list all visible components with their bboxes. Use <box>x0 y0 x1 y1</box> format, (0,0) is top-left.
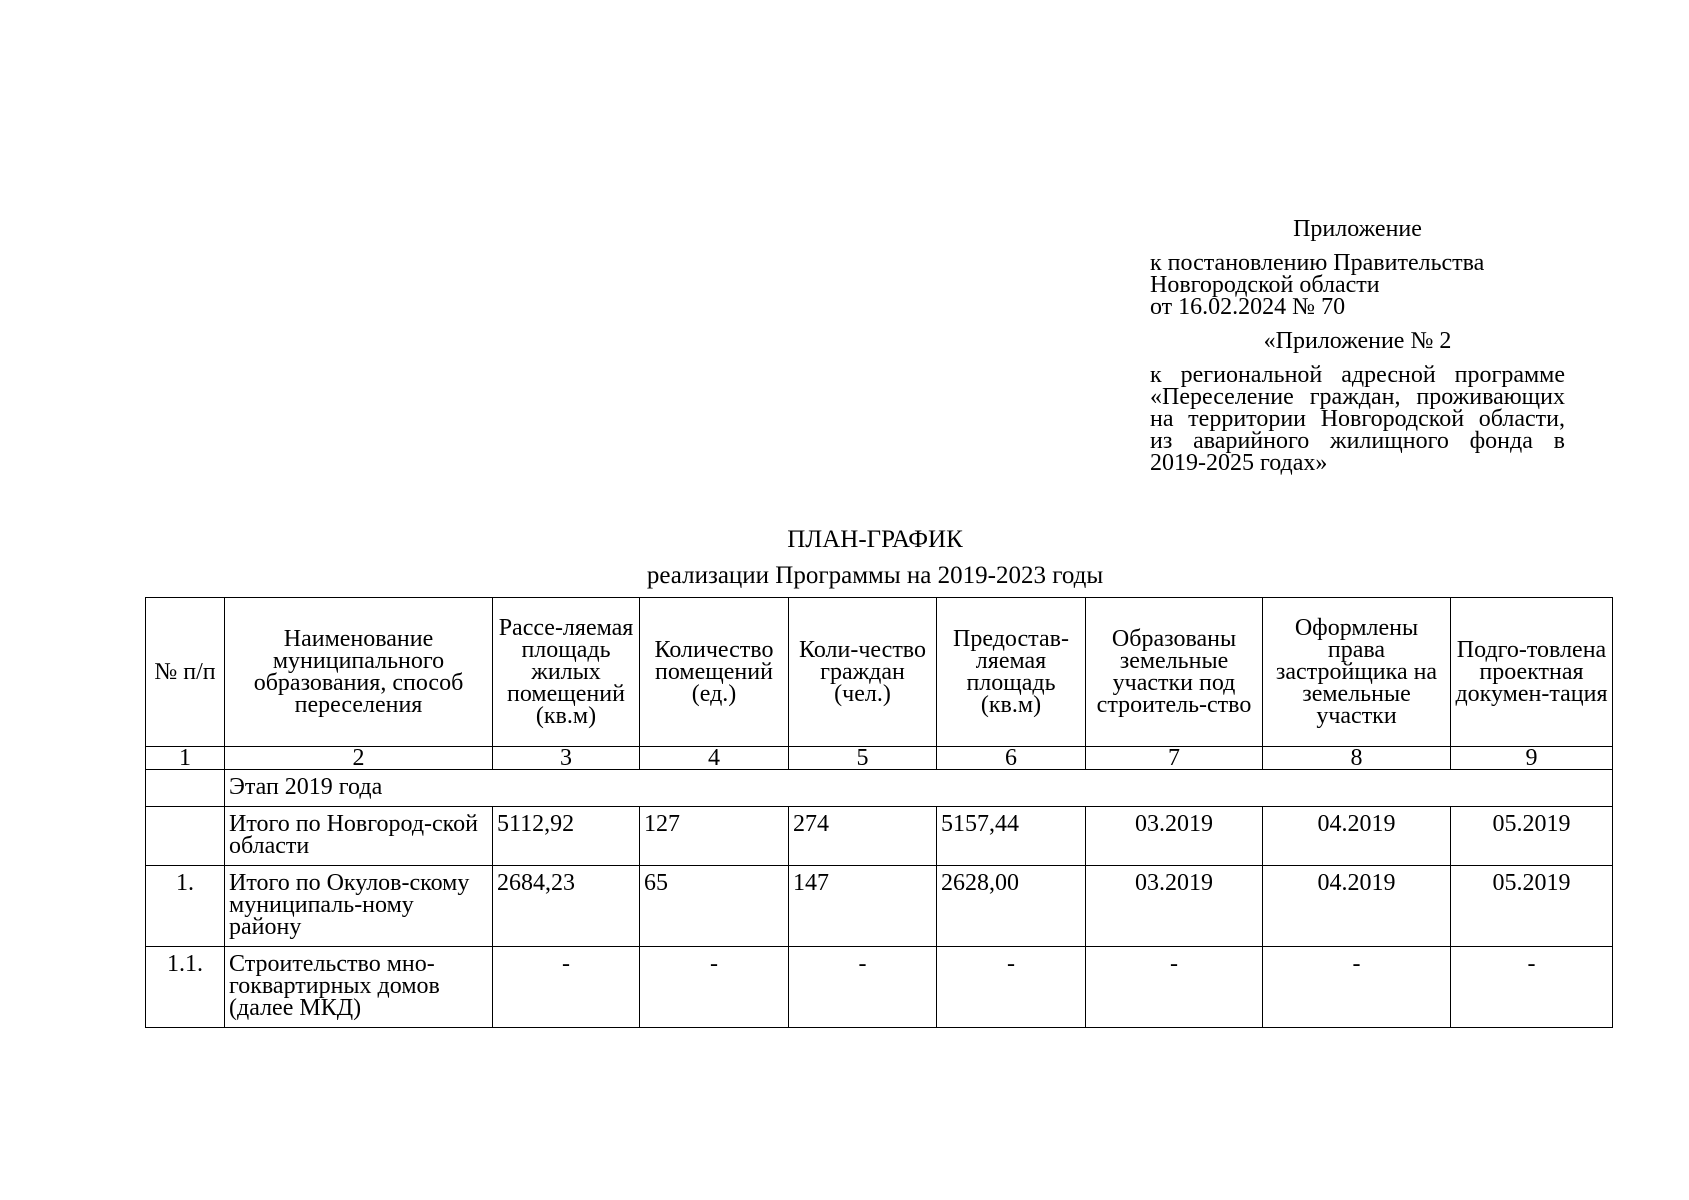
header-cell-provided: Предостав-ляемая площадь (кв.м) <box>937 598 1086 747</box>
stage-num-cell <box>146 770 225 807</box>
row-name: Строительство мно-гоквартирных домов (далее МКД) <box>225 947 493 1028</box>
row-provided: 2628,00 <box>937 866 1086 947</box>
row-citizens: 147 <box>789 866 937 947</box>
header-cell-docs: Подго-товлена проектная докумен-тация <box>1451 598 1613 747</box>
appendix-reference-line: Новгородской области <box>1150 272 1380 298</box>
column-number: 8 <box>1263 747 1451 770</box>
appendix-subtitle: «Приложение № 2 <box>1263 328 1452 354</box>
row-provided: - <box>937 947 1086 1028</box>
header-cell-num: № п/п <box>146 598 225 747</box>
row-rights: - <box>1263 947 1451 1028</box>
column-number: 7 <box>1086 747 1263 770</box>
table-row <box>146 866 1613 947</box>
appendix-reference <box>1150 252 1565 318</box>
row-rights: 04.2019 <box>1263 866 1451 947</box>
row-area: 2684,23 <box>493 866 640 947</box>
row-rooms: 127 <box>640 807 789 866</box>
row-land: 03.2019 <box>1086 807 1263 866</box>
row-docs: 05.2019 <box>1451 866 1613 947</box>
row-num <box>146 807 225 866</box>
header-cell-land: Образованы земельные участки под строитель-ство <box>1086 598 1263 747</box>
row-land: - <box>1086 947 1263 1028</box>
column-number: 6 <box>937 747 1086 770</box>
stage-row <box>146 770 1613 807</box>
appendix-reference-line: от 16.02.2024 № 70 <box>1150 294 1346 320</box>
column-number: 9 <box>1451 747 1613 770</box>
column-number: 4 <box>640 747 789 770</box>
header-cell-rights: Оформлены права застройщика на земельные участки <box>1263 598 1451 747</box>
header-cell-area: Рассе-ляемая площадь жилых помещений (кв.м) <box>493 598 640 747</box>
row-num: 1.1. <box>146 947 225 1028</box>
appendix-title: Приложение <box>1293 216 1422 242</box>
table-row <box>146 947 1613 1028</box>
table-row <box>146 807 1613 866</box>
plan-title: ПЛАН-ГРАФИК <box>787 526 963 553</box>
column-number: 1 <box>146 747 225 770</box>
row-name: Итого по Окулов-скому муниципаль-ному району <box>225 866 493 947</box>
column-number: 2 <box>225 747 493 770</box>
row-rooms: - <box>640 947 789 1028</box>
row-docs: - <box>1451 947 1613 1028</box>
row-name: Итого по Новгород-ской области <box>225 807 493 866</box>
row-docs: 05.2019 <box>1451 807 1613 866</box>
row-area: 5112,92 <box>493 807 640 866</box>
plan-table <box>145 597 1613 1028</box>
header-cell-citizens: Коли-чество граждан (чел.) <box>789 598 937 747</box>
column-number: 3 <box>493 747 640 770</box>
column-number: 5 <box>789 747 937 770</box>
row-num: 1. <box>146 866 225 947</box>
row-land: 03.2019 <box>1086 866 1263 947</box>
row-area: - <box>493 947 640 1028</box>
stage-label: Этап 2019 года <box>225 770 1613 807</box>
row-citizens: 274 <box>789 807 937 866</box>
appendix-block <box>1150 218 1565 474</box>
column-number-row <box>146 747 1613 770</box>
header-cell-name: Наименование муниципального образования, способ переселения <box>225 598 493 747</box>
appendix-sub-reference: к региональной адресной программе «Переселение граждан, проживающих на территории Новгородской области, из аварийного жилищного фонда в 2019-2025 годах» <box>1150 362 1565 476</box>
row-rooms: 65 <box>640 866 789 947</box>
appendix-reference-line: к постановлению Правительства <box>1150 250 1485 276</box>
row-citizens: - <box>789 947 937 1028</box>
header-row <box>146 598 1613 747</box>
plan-subtitle: реализации Программы на 2019-2023 годы <box>646 562 1104 589</box>
header-cell-rooms: Количество помещений (ед.) <box>640 598 789 747</box>
row-provided: 5157,44 <box>937 807 1086 866</box>
row-rights: 04.2019 <box>1263 807 1451 866</box>
